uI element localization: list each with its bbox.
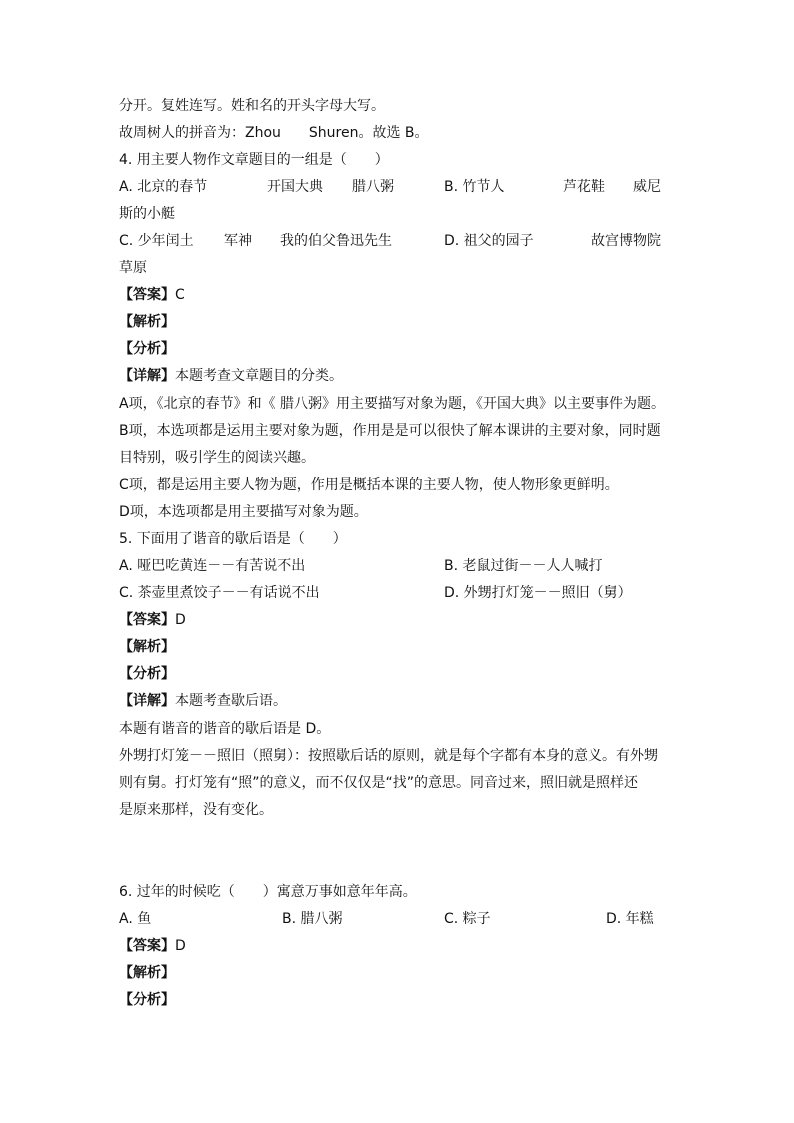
q4-option-d-item-2: 故宫博物院 [591, 233, 661, 249]
q4-detail-b-2: 目特别，吸引学生的阅读兴趣。 [119, 450, 315, 466]
q6-option-d: D. 年糕 [606, 911, 654, 927]
q4-detail-b-1: B项，本选项都是运用主要对象为题，作用是是可以很快了解本课讲的主要对象，同时题 [119, 423, 661, 439]
q4-analysis-tag: 【解析】 [119, 314, 175, 330]
q5-option-d: D. 外甥打灯笼－－照旧（舅） [444, 585, 632, 601]
q5-detail-line-2: 外甥打灯笼－－照旧（照舅）：按照歇后话的原则，就是每个字都有本身的意义。有外甥 [119, 748, 658, 764]
q4-detail-c: C项，都是运用主要人物为题，作用是概括本课的主要人物，使人物形象更鲜明。 [119, 477, 619, 493]
q4-option-b-item-2: 芦花鞋 [563, 179, 605, 195]
q6-option-b: B. 腊八粥 [282, 911, 343, 927]
q5-detail-line-3: 则有舅。打灯笼有“照”的意义，而不仅仅是“找”的意思。同音过来，照旧就是照样还 [119, 775, 639, 791]
q6-answer [119, 936, 186, 956]
q6-option-c: C. 粽子 [444, 911, 491, 927]
q5-answer [119, 610, 186, 630]
answer-tag: 【答案】 [119, 287, 175, 303]
answer-tag: 【答案】 [119, 612, 175, 628]
answer-value: D [175, 938, 186, 954]
q4-option-d-continued: 草原 [119, 260, 147, 276]
intro-line-1: 分开。复姓连写。姓和名的开头字母大写。 [119, 98, 385, 114]
q4-option-a-item-2: 开国大典 [267, 179, 323, 195]
q6-analysis-tag: 【解析】 [119, 965, 175, 981]
q5-option-b: B. 老鼠过街－－人人喊打 [444, 558, 603, 574]
q4-option-d-label: D. 祖父的园子 [444, 233, 534, 249]
q5-analysis-tag: 【解析】 [119, 639, 175, 655]
q4-option-b-label: B. 竹节人 [444, 179, 505, 195]
q4-answer [119, 285, 185, 305]
q5-question: 5. 下面用了谐音的歇后语是（ ） [119, 531, 347, 547]
q5-detail-intro [119, 691, 287, 711]
q4-option-b-continued: 斯的小艇 [119, 206, 175, 222]
detail-text: 本题考查歇后语。 [175, 693, 287, 709]
q5-option-a: A. 哑巴吃黄连－－有苦说不出 [119, 558, 306, 574]
answer-value: C [175, 287, 185, 303]
q4-option-c-item-2: 军神 [224, 233, 252, 249]
q4-option-c-label: C. 少年闰土 [119, 233, 194, 249]
q4-fenxi-tag: 【分析】 [119, 341, 175, 357]
q5-detail-line-1: 本题有谐音的谐音的歇后语是 D。 [119, 721, 331, 737]
q4-option-a-item-3: 腊八粥 [352, 179, 394, 195]
intro-line-2: 故周树人的拼音为：Zhou Shuren。故选 B。 [119, 125, 429, 141]
answer-tag: 【答案】 [119, 938, 175, 954]
q4-detail-intro [119, 366, 343, 386]
q6-option-a: A. 鱼 [119, 911, 152, 927]
detail-tag: 【详解】 [119, 368, 175, 384]
answer-value: D [175, 612, 186, 628]
q5-detail-line-4: 是原来那样，没有变化。 [119, 802, 273, 818]
q4-option-b-item-3: 威尼 [633, 179, 661, 195]
q6-fenxi-tag: 【分析】 [119, 992, 175, 1008]
q6-question: 6. 过年的时候吃（ ）寓意万事如意年年高。 [119, 884, 417, 900]
q4-option-a-label: A. 北京的春节 [119, 179, 208, 195]
q4-question: 4. 用主要人物作文章题目的一组是（ ） [119, 152, 389, 168]
detail-tag: 【详解】 [119, 693, 175, 709]
q5-option-c: C. 茶壶里煮饺子－－有话说不出 [119, 585, 320, 601]
q4-option-c-item-3: 我的伯父鲁迅先生 [280, 233, 392, 249]
q4-option-a [119, 177, 207, 197]
q4-detail-a: A项，《北京的春节》和《 腊八粥》用主要描写对象为题，《开国大典》以主要事件为题。 [119, 396, 666, 412]
q4-detail-d: D项，本选项都是用主要描写对象为题。 [119, 504, 368, 520]
q5-fenxi-tag: 【分析】 [119, 666, 175, 682]
detail-text: 本题考查文章题目的分类。 [175, 368, 343, 384]
